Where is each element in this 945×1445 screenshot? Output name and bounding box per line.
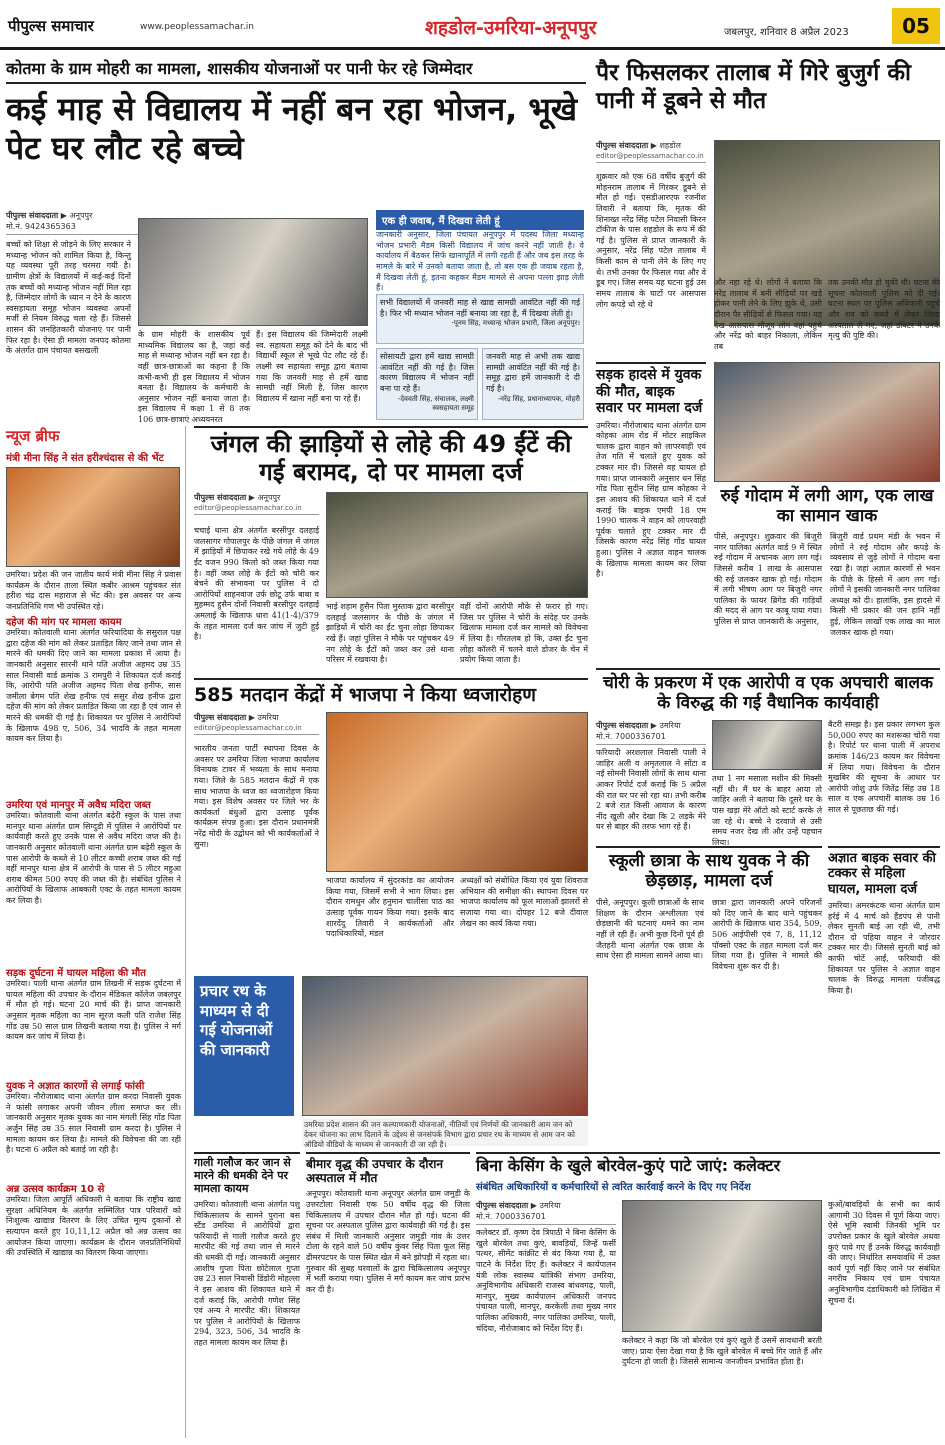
story-kicker: कोतमा के ग्राम मोहरी का मामला, शासकीय योजनाओं पर पानी फेर रहे जिम्मेदार xyxy=(6,60,586,84)
quote-text: सभी विद्यालयों में जनवरी माह से खाद्य सामग्री आवंटित नहीं की गई है। फिर भी मध्यान भोजन नहीं बनाया जा रहा है, मैं दिखवा लेती हूं। xyxy=(380,298,580,318)
story-headline: चोरी के प्रकरण में एक आरोपी व एक अपचारी बालक के विरुद्ध की गई वैधानिक कार्यवाही xyxy=(596,668,940,713)
brief-body: उमरिया। कोतवाली थाना अंतर्गत बढ़ेरी स्कूल के पास तथा मानपुर थाना अंतर्गत ग्राम सिग्दुडी में पुलिस ने आरोपियों पर कार्यवाही करते हुए उनके पास से अवैध मदिरा जप्त की है। जानकारी अनुसार कोतवाली थाना अंतर्गत ग्राम बढ़ेरी स्कूल के पास आरोपी के कब्जे से 10 लीटर कच्ची शराब जब्त की गई वहीं मानपुर थाना क्षेत्र में आरोपी के पास से 5 लीटर महुआ शराब कीमत 500 रुपए की जब्त की है। संबंधित पुलिस ने आरोपियों के खिलाफ आबकारी एक्ट के तहत मामला कायम कर लिया है। xyxy=(6,811,181,905)
byline-place: उमरिया xyxy=(539,1201,561,1210)
story-headline: 585 मतदान केंद्रों में भाजपा ने किया ध्वजारोहण xyxy=(194,678,588,706)
story-school-meal xyxy=(6,60,586,422)
story-body-col1: कलेक्टर डॉ. कृष्ण देव त्रिपाठी ने बिना केसिंग के खुले बोरवेल तथा कुएं, बावड़ियों, जिन्हें फर्सी पत्थर, सीमेंट कांक्रीट से बंद किया गया है, या पाटने के निर्देश दिए हैं। कलेक्टर ने कार्यपालन यंत्री लोक स्वास्थ्य यांत्रिकी संभाग उमरिया, अनुविभागीय अधिकारी राजस्व बांधवगढ़, पाली, मानपुर, मुख्य कार्यपालन अधिकारी जनपद पंचायत पाली, मानपुर, करकेली तथा मुख्य नगर पालिका अधिकारी, नगर पालिका उमरिया, पाली, चंदिया, नौरोजाबाद को निर्देश दिए हैं। xyxy=(476,1228,616,1333)
byline-name: पीपुल्स संवाददाता xyxy=(194,713,247,722)
byline-email[interactable]: editor@peoplessamachar.co.in xyxy=(194,504,302,512)
news-brief-title: न्यूज ब्रीफ xyxy=(6,427,60,445)
story-headline: सड़क हादसे में युवक की मौत, बाइक सवार पर मामला दर्ज xyxy=(596,362,706,417)
story-byline: पीपुल्स संवाददाता ▶ उमरिया editor@peoplessamachar.co.in xyxy=(194,712,319,735)
fire-photo xyxy=(714,362,940,482)
story-body-col3: हैं। इस विद्यालय की जिम्मेदारी लक्ष्मी स्व. सहायता समूह को देने के बाद भी विद्यार्थी स्कूल से भूखे पेट लौट रहे हैं। लक्ष्मी स्व सहायता समूह द्वारा बताया गया कि जनवरी माह से हमें खाद्य सामग्री नहीं मिली है, जिस कारण विद्यालय में खाना नहीं बना पा रहे हैं। xyxy=(256,330,368,403)
story-headline: कई माह से विद्यालय में नहीं बन रहा भोजन, भूखे पेट घर लौट रहे बच्चे xyxy=(6,90,578,167)
caption-col1: भाजपा कार्यालय में सुंदरकांड का आयोजन किया गया, जिसमें सभी ने भाग लिया। इस दौरान रामधुन और हनुमान चालीसा पाठ का उत्साह पूर्वक गायन किया गया। इसके बाद शारदेंदु तिवारी ने कार्यकर्ताओं और पदाधिकारियों, मंडल xyxy=(326,876,454,939)
story-bjp-flag xyxy=(194,678,588,970)
masthead xyxy=(0,0,945,50)
story-headline: बिना केसिंग के खुले बोरवेल-कुएं पाटे जाएं: कलेक्टर xyxy=(476,1152,940,1176)
story-body-col3: कुओं/बावड़ियों के सभी का कार्य आगामी 30 दिवस में पूर्ण किया जाए। ऐसे भूमि स्वामी जिनकी भूमि पर उपरोक्त प्रकार के खुले बोरवेल अथवा कुएं पाये गए हैं उनके विरुद्ध कार्यवाही की जाए। निर्धारित समयावधि में उक्त कार्य पूर्ण नहीं किए जाने पर संबंधित नगरीय निकाय एवं ग्राम पंचायत अनुविभागीय दंडाधिकारी को लिखित में सूचना दें। xyxy=(828,1200,940,1305)
story-body: उमरिया। अमरकंटक थाना अंतर्गत ग्राम हर्रई में 4 मार्च को हैंडपंप से पानी लेकर सुनती बाई आ रही थी, तभी दौरान दो पहिया वाहन ने जोरदार टक्कर मार दी। जिससे सुनती बाई को काफी चोटें आईं, फरियादी की शिकायत पर पुलिस ने अज्ञात वाहन चालक के विरुद्ध मामला पंजीबद्ध किया है। xyxy=(828,900,940,995)
story-harassment xyxy=(596,846,822,1032)
byline-place: अनूपपुर xyxy=(257,493,281,502)
quote-shg xyxy=(376,348,478,420)
minister-photo xyxy=(6,467,180,567)
classroom-photo xyxy=(138,218,368,326)
story-body: अनूपपुर। कोतवाली थाना अनूपपुर अंतर्गत ग्राम जमुड़ी के उत्तरटोला निवासी एक 50 वर्षीय वृद्ध की जिला चिकित्सालय में उपचार दौरान मौत हो गई। घटना की सूचना पर अस्पताल पुलिस द्वारा कार्यवाही की गई है। इस संबंध में मिली जानकारी अनुसार जमुड़ी गांव के उत्तर टोला के रहने वाले 50 वर्षीय कुंवर सिंह पिता फूल सिंह ढीमरपटपर के पास स्थित खेत में बने झोपड़ी में रहता था। गुरुवार की सुबह घरवालों के द्वारा चिकित्सालय अनूपपुर में भर्ती कराया गया। पुलिस ने मर्ग कायम कर जांच प्रारंभ कर दी है। xyxy=(306,1189,470,1294)
caption-col2: वहीं दोनों आरोपी मौके से फरार हो गए। जिस पर पुलिस ने चोरी के संदेह पर उनके खिलाफ मामला दर्ज कर मामले को विवेचना में लिया है। गौरतलब हो कि, उक्त ईंट चुना लोहा कॉलरी में चलने वाले डोजर के चेन में प्रयोग किया जाता है। xyxy=(460,602,588,665)
brief-title: उमरिया एवं मानपुर में अवैध मदिरा जब्त xyxy=(6,800,151,811)
story-headline: बीमार वृद्ध की उपचार के दौरान अस्पताल में मौत xyxy=(306,1152,470,1185)
edition-date: जबलपुर, शनिवार 8 अप्रैल 2023 xyxy=(724,27,849,38)
story-pond-caption xyxy=(714,278,940,358)
quote-attribution: -नरेंद्र सिंह, प्रधानाध्यापक, मोहरी xyxy=(497,394,580,403)
website-url[interactable]: www.peoplessamachar.in xyxy=(140,22,254,32)
caption-col2: अध्यक्षों को संबोधित किया एवं युवा शिवराज अभियान की समीक्षा की। स्थापना दिवस पर भाजपा कार्यालय को फूल मालाओं झालरों से सजाया गया था। दोपहर 12 बजे दीवाल लेखन का कार्य किया गया। xyxy=(460,876,588,928)
story-body-col1: पीसे, अनूपपुर। कूली छात्राओं के साथ शिक्षण के दौरान अश्लीलता एवं छेड़छानी की घटनाएं थमने का नाम नहीं ले रही हैं। अभी कुछ दिनों पूर्व ही जैतहरी थाना अंतर्गत एक छात्रा के साथ ऐसा ही मामला सामने आया था। xyxy=(596,898,704,961)
byline-place: शहडोल xyxy=(659,141,681,150)
story-body: उमरिया। नौरोजाबाद थाना अंतर्गत ग्राम कोहका आम रोड में मोटर साइकिल चालक द्वारा वाहन को लापरवाही एवं तेज गति में चलाते हुए युवक को टक्कर मार दी। जिससे वह घायल हो गया। प्राप्त जानकारी अनुसार धन सिंह गोंड पिता सुदीन सिंह ग्राम कोहका ने इस आशय की शिकायत थाने में दर्ज कराई कि बाइक एमपी 18 एम 1990 चालक ने वाहन को लापरवाही पूर्वक चलाते हुए टक्कर मार दी जिसके कारण नरेंद्र सिंह गोंड घायल हुआ। पुलिस ने अज्ञात वाहन चालक के खिलाफ मामला कायम कर लिया है। xyxy=(596,420,706,579)
byline-place: उमरिया xyxy=(257,713,279,722)
story-warehouse-fire xyxy=(714,362,940,662)
brief-body: उमरिया। पाली थाना अंतर्गत ग्राम तिखनी में सड़क दुर्घटना में घायल महिला की उपचार के दौरान मेडिकल कॉलेज जबलपुर में मौत हो गई। घटना 20 मार्च की है। प्राप्त जानकारी अनुसार मृतक महिला का नाम सूरज कली पति राजेश सिंह गोंड उम्र 50 साल ग्राम तिखनी बताया गया है। पुलिस ने मर्ग कायम कर जांच में लिया है। xyxy=(6,979,181,1042)
story-body-col2: के ग्राम मोहरी के शासकीय पूर्व माध्यमिक विद्यालय का है, जहां कई माह से मध्यान्ह भोजन नहीं बन रहा है। वहीं छात्र-छात्राओं का कहना है कि कभी-कभी ही इस विद्यालय में भोजन बनता है। विद्यालय के कर्मचारी के अनुसार भोजन नहीं बनाया जाता है। इस विद्यालय में कक्षा 1 से 8 तक 106 छात्र-छात्राएं अध्ययनरत xyxy=(138,330,250,424)
byline-place: अनूपपुर xyxy=(69,211,93,220)
section-title: शहडोल-उमरिया-अनूपपुर xyxy=(425,17,597,39)
brief-title: दहेज की मांग पर मामला कायम xyxy=(6,617,122,628)
byline-name: पीपुल्स संवाददाता xyxy=(6,211,59,220)
story-bike-accident xyxy=(828,846,940,1032)
byline-name: पीपुल्स संवाददाता xyxy=(194,493,247,502)
story-campaign-vehicle xyxy=(194,976,588,1149)
brief-title: सड़क दुर्घटना में घायल महिला की मौत xyxy=(6,968,146,979)
story-headline: पैर फिसलकर तालाब में गिरे बुजुर्ग की पानी में डूबने से मौत xyxy=(596,60,912,114)
story-byline: पीपुल्स संवाददाता ▶ शहडोल editor@peoplessamachar.co.in xyxy=(596,140,706,163)
story-body: चचाई थाना क्षेत्र अंतर्गत बरसीपुर दलहाई जलसागर गोपालपुर के पीछे जंगल में जंगल में झाड़ियों में छिपाकर रखे गये लोहे के 49 ईंट वजन 990 किलो को जब्त किया गया है। वहीं जब्त लोहे के ईंटों को चोरी कर बेचने की संभावना पर पुलिस ने दो आरोपियों शाहनवाज उर्फ छोटू उर्फ बाबा व मुहम्मद हुसैन दोनों निवासी बरसीपुर दलहाई अमलाई के खिलाफ धारा 41(1-4)/379 के तहत मामला दर्ज कर जांच में जुटी हुई है। xyxy=(194,526,319,642)
caption-col1: भाई शहाम हुसैन पिता मुस्ताक द्वारा बरसीपुर दलहाई जलसागर के पीछे के जंगल में झाड़ियों में चोरी का ईंट चुना लोहा छिपाकर रखे हैं। जहां पुलिस ने मौके पर पहुंचकर 49 नग लोहे के ईंटों को जब्त कर उसे थाना परिसर में रखवाया है। xyxy=(326,602,454,665)
iron-bricks-photo xyxy=(326,492,588,598)
brief-title: अन्न उत्सव कार्यक्रम 10 से xyxy=(6,1184,105,1195)
brief-body: उमरिया। कोतवाली थाना अंतर्गत फरियादिया के ससुराल पक्ष द्वारा दहेज की मांग को लेकर प्रताड़ित किए जाने तथा जान से मारने की धमकी दिए जाने का मामला प्रकाश में आया है। जानकारी अनुसार सारनी थाने पति अजीज अहमद उम्र 35 साल निवासी वार्ड क्रमांक 3 रामपुरी ने शिकायत दर्ज कराई कि, आरोपी पति अजीज अहमद पिता शेख हनीफ, सास जमीला बेगम पति शेख हनीफ एवं ससुर शेख हनीफ द्वारा दहेज की मांग को लेकर प्रताड़ित किया जा रहा है एवं जान से मारने की धमकी दी गई है। शिकायत पर पुलिस ने आरोपियों के खिलाफ 498 ए, 506, 34 भादवि के तहत मामला कायम कर लिया है। xyxy=(6,628,181,744)
story-elderly-death xyxy=(306,1152,470,1438)
byline-name: पीपुल्स संवाददाता xyxy=(476,1201,529,1210)
story-iron-bricks xyxy=(194,426,588,672)
story-byline: पीपुल्स संवाददाता ▶ उमरिया मो.नं. 7000336701 xyxy=(596,720,706,745)
quote-headmaster xyxy=(482,348,584,420)
quote-attribution: -देववती सिंह, संचालक, लक्ष्मी स्वसहायता समूह xyxy=(397,394,474,412)
story-road-accident xyxy=(596,362,706,662)
story-borewell-directive xyxy=(476,1152,940,1438)
story-body: उमरिया। कोतवाली थाना अंतर्गत पशु चिकित्सालय के सामने पुराना बस स्टैंड उमरिया में आरोपियों द्वारा फरियादी से गाली गलौज करते हुए मारपीट की गई तथा जान से मारने की धमकी दी गई। जानकारी अनुसार आशीष गुप्ता पिता छोटेलाल गुप्ता उम्र 23 साल निवासी डिंडोरी मोहल्ला ने इस आशय की शिकायत थाने में दर्ज कराई कि, आरोपी गणेश सिंह एवं अन्य ने मारपीट की। शिकायत पर पुलिस ने आरोपियों के खिलाफ 294, 323, 506, 34 भादवि के तहत मामला कायम कर लिया है। xyxy=(194,1199,300,1348)
story-body-col2: छात्रा द्वारा जानकारी अपने परिजनों को दिए जाने के बाद थाने पहुंचकर आरोपी के खिलाफ धारा 354, 509, 506 आईपीसी एवं 7, 8, 11,12 पॉक्सो एक्ट के तहत मामला दर्ज कर लिया गया है। पुलिस ने मामले की विवेचना शुरू कर दी है। xyxy=(712,898,822,971)
quote-attribution: -पूनम सिंह, मध्यान्ह भोजन प्रभारी, जिला अनूपपुर। xyxy=(451,319,580,328)
byline-place: उमरिया xyxy=(659,721,681,730)
brief-title: मंत्री मीना सिंह ने संत हरीश्चंदास से की भेंट xyxy=(6,453,164,464)
brief-body: उमरिया। नौरोजाबाद थाना अंतर्गत ग्राम करदा निवासी युवक ने फांसी लगाकर अपनी जीवन लीला समाप्त कर ली। जानकारी अनुसार मृतक युवक का नाम मंगली सिंह गोंड पिता अर्जुन सिंह उम्र 35 साल निवासी ग्राम करदा है। पुलिस ने मामला कायम कर लिया है। मामले की विवेचना की जा रही है। घटना 6 अप्रैल को बताई जा रही है। xyxy=(6,1092,181,1155)
brand-logo: पीपुल्स समाचार xyxy=(8,17,94,35)
byline-name: पीपुल्स संवाददाता xyxy=(596,721,649,730)
highlight-box-body: जानकारी अनुसार, जिला पंचायत अनूपपुर में पदस्थ जिला मध्यान्ह भोजन प्रभारी मैडम किसी विद्यालय में जांच करने नहीं जाती है। वे कार्यालय में बैठकर सिर्फ खानापूर्ति में लगी रहती हैं और जब इस तरह के मामले के बारे में उनको बताया जाता है, तो बस एक ही जवाब रहता है, मैं दिखवा लेती हूं, इतना कहकर मैडम मामले से अपना पल्ला झाड़ लेती हैं। xyxy=(376,230,584,293)
story-headline: अज्ञात बाइक सवार की टक्कर से महिला घायल, मामला दर्ज xyxy=(828,846,940,897)
story-headline: जंगल की झाड़ियों से लोहे की 49 ईंटें की गई बरामद, दो पर मामला दर्ज xyxy=(194,426,588,487)
story-body-col2: बिजुरी वार्ड प्रथम मंडी के भवन में लोगों ने रुई गोदाम और कपड़े के व्यवसाय से जुड़े लोगों ने गोदाम बना रखा है। जहां अज्ञात कारणों से भवन के पीछे के हिस्से में आग लग गई। लोगों ने इसकी जानकारी नगर पालिका अध्यक्ष को दी। हालांकि, इस हादसे में किसी भी प्रकार की जन हानि नहीं हुई, लेकिन लाखों एक लाख का माल जलकर खाक हो गया। xyxy=(830,532,940,637)
byline-mobile: मो.नं. 9424365363 xyxy=(6,222,76,231)
highlight-box-title: एक ही जवाब, मैं दिखवा लेती हूं xyxy=(376,210,584,230)
story-body-col3: बैटरी समझ है। इस प्रकार लगभग कुल 50,000 रुपए का मशरूका चोरी गया है। रिपोर्ट पर थाना पाली में अपराध क्रमांक 146/23 कायम कर विवेचना में लिया गया। विवेचना के दौरान मुखबिर की सूचना के आधार पर आरोपी जोशु उर्फ जितेंद्र सिंह उम्र 18 साल व एक अपचारी बालक उम्र 16 साल से पूछताछ की गई। xyxy=(828,720,940,814)
story-byline: पीपुल्स संवाददाता ▶ अनूपपुर मो.नं. 9424365363 xyxy=(6,210,176,235)
story-body: भारतीय जनता पार्टी स्थापना दिवस के अवसर पर उमरिया जिला भाजपा कार्यालय विनायक टावर में भव्यता के साथ मनाया गया। जिले के 585 मतदान केंद्रों में एक साथ भाजपा के ध्वज का ध्वजारोहण किया गया। इस विशेष अवसर पर जिले भर के कार्यकर्ता बंधुओं द्वारा उत्साह पूर्वक कार्यक्रम संपन्न हुआ। इस दौरान प्रधानमंत्री नरेंद्र मोदी के उद्बोधन को भी कार्यकर्ताओं ने सुना। xyxy=(194,744,319,849)
page-number: 05 xyxy=(892,8,940,44)
story-body-col1: बच्चों को शिक्षा से जोड़ने के लिए सरकार ने मध्यान्ह भोजन को शामिल किया है, किन्तु यह व्यवस्था पूरी तरह चरमरा गयी है। ग्रामीण क्षेत्रों के विद्यालयों में कई-कई दिनों तक बच्चों को मध्यान्ह भोजन नहीं मिल रहा है, जिम्मेदार लोगों के ध्यान न देने के कारण स्वसहायता समूह भोजन व्यवस्था अपनों मर्जी से नियम विरुद्ध चला रहे हैं। जिससे शासन की जनहितकारी योजनाएं पर पानी फिर रहा है। ऐसा ही मामला जनपद कोतमा के अंतर्गत ग्राम पंचायत बसखली xyxy=(6,240,131,356)
borewell-photo xyxy=(622,1200,822,1332)
byline-email[interactable]: editor@peoplessamachar.co.in xyxy=(596,152,704,160)
bjp-event-photo xyxy=(326,712,588,872)
promo-box: प्रचार रथ के माध्यम से दी गई योजनाओं की जानकारी xyxy=(194,976,294,1116)
story-body-col2: कलेक्टर ने कहा कि जो बोरवेल एवं कुएं खुले हैं उसमें सावधानी बरती जाए। प्रायः ऐसा देखा गया है कि खुले बोरवेल में बच्चे गिर जाते हैं और दुर्घटना हो जाती है। जिससे सामान्य जनजीवन प्रभावित होता है। xyxy=(622,1336,822,1367)
byline-mobile: मो.नं. 7000336701 xyxy=(596,732,666,741)
story-byline: पीपुल्स संवाददाता ▶ उमरिया मो.नं. 7000336701 xyxy=(476,1200,616,1225)
story-headline: स्कूली छात्रा के साथ युवक ने की छेड़छाड़, मामला दर्ज xyxy=(596,846,822,891)
caption-col2: तक उनकी मौत हो चुकी थी। घटना की सूचना कोतवाली पुलिस को दी गई। घटना स्थल पर पुलिस अधिकारी पहुंचे और शव को कब्जे में लेकर जिला अस्पताल ले गए, जहां डॉक्टर ने उनके मृत्यु की पुष्टि की। xyxy=(828,278,940,341)
story-body-col1: फरियादी अरशलाल निवासी पाली ने जाहिर अली व अमृतलाल ने सोंटा व नई सोमनी निवासी लोगों के साथ थाना आकर रिपोर्ट दर्ज कराई कि 5 अप्रैल की रात घर पर सो रहा था। तभी करीब 2 बजे रात किसी आवाज के कारण नींद खुली और देखा कि 2 लड़के मेरे घर से बाहर की तरफ भाग रहे हैं। xyxy=(596,748,706,832)
story-byline: पीपुल्स संवाददाता ▶ अनूपपुर editor@peoplessamachar.co.in xyxy=(194,492,319,515)
police-station-photo xyxy=(712,720,822,770)
caption-col1: और नहा रहे थे। लोगों ने बताया कि नरेंद्र तालाब में बनी सीढ़ियों पर खड़े होकर पानी लेने के लिए झुके थे, उसी दौरान पैर सीढ़ियों से फिसल गया। यह देख आसपास मौजूद लोग वहां पहुंचे और नरेंद्र को बाहर निकाला, लेकिन तब xyxy=(714,278,822,351)
story-theft-case xyxy=(596,668,940,847)
story-body-col1: पीसे, अनूपपुर। शुक्रवार की बिजुरी नगर पालिका अंतर्गत वार्ड 9 में स्थित रुई गोदाम में अचानक आग लग गई। जिससे करीब 1 लाख के आसपास की रुई जलकर खाक हो गई। गोदाम में लगी भीषण आग पर बिजुरी नगर पालिका के फायर ब्रिगेड की गाड़ियों की मदद से आग पर काबू पाया गया। पुलिस से प्राप्त जानकारी के अनुसार, xyxy=(714,532,822,626)
brief-title: युवक ने अज्ञात कारणों से लगाई फांसी xyxy=(6,1081,145,1092)
brief-body: उमरिया। प्रदेश की जन जातीय कार्य मंत्री मीना सिंह ने प्रवास कार्यक्रम के दौरान ताला स्थित कबीर आश्रम पहुंचकर संत हरीश चंद्र दास महाराज से भेंट की। इस अवसर पर अन्य जनप्रतिनिधि गण भी उपस्थित रहे। xyxy=(6,570,181,611)
byline-email[interactable]: editor@peoplessamachar.co.in xyxy=(194,724,302,732)
news-brief-column xyxy=(6,426,186,1438)
brief-body: उमरिया। जिला आपूर्ति अधिकारी ने बताया कि राष्ट्रीय खाद्य सुरक्षा अधिनियम के अंतर्गत सम्मिलित पात्र परिवारों को निःशुल्क खाद्यान्न वितरण के लिए उचित मूल्य दुकानों से सत्यापन करते हुए 10,11,12 अप्रैल को अन्न उत्सव का आयोजन किया जाएगा। कार्यक्रम के दौरान जनप्रतिनिधियों की उपस्थिति में खाद्यान्न का वितरण किया जाएगा। xyxy=(6,1195,181,1258)
story-subhead: संबंधित अधिकारियों व कर्मचारियों से त्वरित कार्रवाई करने के दिए गए निर्देश xyxy=(476,1181,751,1193)
byline-name: पीपुल्स संवाददाता xyxy=(596,141,649,150)
story-threat-case xyxy=(194,1152,300,1438)
quote-text: सोसायटी द्वारा हमें खाद्य सामग्री आवंटित नहीं की गई है। जिस कारण विद्यालय में भोजन नहीं बना पा रहे हैं। xyxy=(380,352,474,393)
story-body-col2: तथा 1 नग मसाला मशीन की मिक्सी नहीं थी। मैं घर के बाहर आया तो जाहिर अली ने बताया कि दूसरे घर के पास खड़ा मेरे ऑटो को स्टार्ट करके ले जा रहे थे। बच्चे ने दरवाजे से उसी समय नजर देख ली और उन्हें पहचान लिया। xyxy=(712,774,822,847)
photo-caption: उमरिया प्रदेश शासन की जन कल्याणकारी योजनाओं, नीतियों एवं निर्णयों की जानकारी आम जन को देकर योजना का लाभ दिलाने के उद्देश्य से जनसंपर्क विभाग द्वारा प्रचार रथ के माध्यम से आम जन को ऑडियो वीडियो के माध्यम से जानकारी दी जा रही है। xyxy=(302,1118,588,1146)
quote-text: जनवरी माह से अभी तक खाद्य सामग्री आवंटित नहीं की गई है। समूह द्वारा हमें जानकारी दे दी गई है। xyxy=(486,352,580,393)
campaign-vehicle-photo xyxy=(302,976,588,1116)
byline-mobile: मो.नं. 7000336701 xyxy=(476,1212,546,1221)
quote-incharge xyxy=(376,294,584,344)
story-headline: रुई गोदाम में लगी आग, एक लाख का सामान खाक xyxy=(720,486,934,527)
story-headline: गाली गलौज कर जान से मारने की धमकी देने पर मामला कायम xyxy=(194,1152,300,1196)
story-body: शुक्रवार को एक 68 वर्षीय बुजुर्ग की मोहनराम तालाब में गिरकर डूबने से मौत हो गई। एसडीआरएफ रजनीश तिवारी ने बताया कि, मृतक की शिनाख्त नरेंद्र सिंह पटेल निवासी किरन टॉकीज के पास शहडोल के रूप में की गई है। पुलिस से प्राप्त जानकारी के अनुसार, नरेंद्र सिंह पटेल तालाब में किसी काम से पानी लेने के लिए गए थे। तभी उनका पैर फिसल गया और वे डूब गए। जिस समय यह घटना हुई उस समय तालाब के घाटों पर आसपास लोग कपड़े धो रहे थे xyxy=(596,172,706,309)
